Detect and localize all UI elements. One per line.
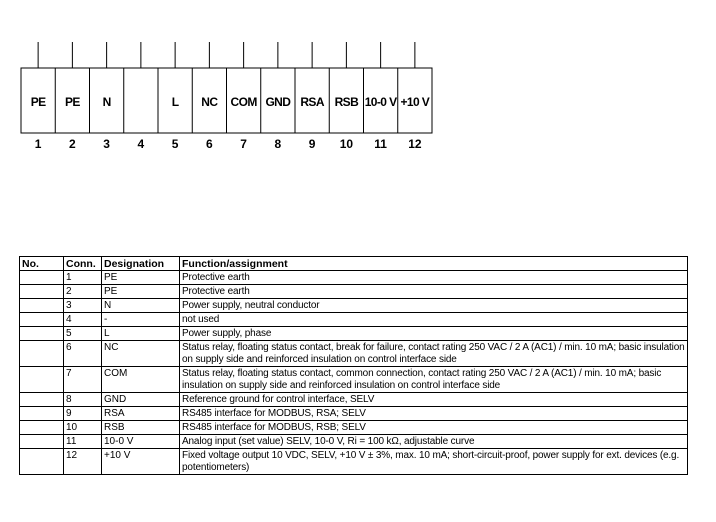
table-row [20,407,688,421]
cell-designation: COM [102,367,180,393]
cell-no [20,341,64,367]
cell-conn: 1 [64,271,102,285]
cell-function: Reference ground for control interface, SELV [180,393,688,407]
cell-function: Fixed voltage output 10 VDC, SELV, +10 V ± 3%, max. 10 mA; short-circuit-proof, power supply for ext. devices (e.g. potentiometers) [180,449,688,475]
terminal-label-1: PE [30,95,46,109]
cell-function: Analog input (set value) SELV, 10-0 V, Ri = 100 kΩ, adjustable curve [180,435,688,449]
cell-no [20,299,64,313]
terminal-label-9: RSA [300,95,324,109]
terminal-label-2: PE [64,95,80,109]
cell-function: RS485 interface for MODBUS, RSB; SELV [180,421,688,435]
header-conn: Conn. [64,257,102,271]
cell-designation: RSA [102,407,180,421]
terminal-number-9: 9 [308,137,316,151]
cell-designation: +10 V [102,449,180,475]
cell-conn: 3 [64,299,102,313]
terminal-number-5: 5 [171,137,179,151]
terminal-number-1: 1 [34,137,42,151]
cell-function: Protective earth [180,285,688,299]
terminal-number-3: 3 [103,137,110,151]
cell-function: Protective earth [180,271,688,285]
terminal-label-8: GND [265,95,291,109]
table-row [20,299,688,313]
table-row [20,367,688,393]
cell-function: Status relay, floating status contact, break for failure, contact rating 250 VAC / 2 A (AC1) / min. 10 mA; basic insulation on supply side and reinforced insulation on control interface side [180,341,688,367]
cell-designation: 10-0 V [102,435,180,449]
cell-designation: PE [102,285,180,299]
cell-conn: 10 [64,421,102,435]
terminal-label-11: 10-0 V [364,95,397,109]
cell-no [20,407,64,421]
cell-designation: GND [102,393,180,407]
cell-no [20,393,64,407]
cell-function: Power supply, neutral conductor [180,299,688,313]
terminal-number-8: 8 [274,137,282,151]
table-row [20,421,688,435]
cell-no [20,449,64,475]
cell-designation: RSB [102,421,180,435]
terminal-number-4: 4 [137,137,145,151]
terminal-number-7: 7 [240,137,247,151]
table-row [20,393,688,407]
terminal-label-6: NC [201,95,218,109]
cell-designation: L [102,327,180,341]
table-row [20,327,688,341]
cell-no [20,327,64,341]
cell-no [20,421,64,435]
terminal-number-11: 11 [374,137,387,151]
table-row [20,449,688,475]
terminal-label-5: L [171,95,179,109]
header-no: No. [20,257,64,271]
cell-designation: PE [102,271,180,285]
terminal-number-2: 2 [69,137,76,151]
terminal-label-3: N [102,95,111,109]
cell-no [20,435,64,449]
cell-conn: 12 [64,449,102,475]
cell-conn: 11 [64,435,102,449]
table-row [20,341,688,367]
cell-function: Power supply, phase [180,327,688,341]
cell-conn: 8 [64,393,102,407]
table-header-row [20,257,688,271]
cell-designation: NC [102,341,180,367]
cell-designation: - [102,313,180,327]
cell-function: not used [180,313,688,327]
terminal-number-12: 12 [408,137,422,151]
cell-no [20,285,64,299]
terminal-label-12: +10 V [400,95,430,109]
cell-no [20,271,64,285]
terminal-number-6: 6 [206,137,213,151]
connection-table [19,256,688,475]
cell-conn: 5 [64,327,102,341]
cell-conn: 2 [64,285,102,299]
cell-designation: N [102,299,180,313]
cell-function: Status relay, floating status contact, common connection, contact rating 250 VAC / 2 A (AC1) / min. 10 mA; basic insulation on supply side and reinforced insulation on control interface side [180,367,688,393]
terminal-label-10: RSB [334,95,359,109]
cell-conn: 4 [64,313,102,327]
cell-conn: 9 [64,407,102,421]
terminal-number-10: 10 [339,137,354,151]
table-row [20,271,688,285]
cell-no [20,313,64,327]
header-designation: Designation [102,257,180,271]
table-row [20,285,688,299]
table-row [20,313,688,327]
cell-conn: 6 [64,341,102,367]
terminal-label-7: COM [230,95,257,109]
table-row [20,435,688,449]
terminal-strip-diagram [0,0,716,160]
cell-function: RS485 interface for MODBUS, RSA; SELV [180,407,688,421]
cell-conn: 7 [64,367,102,393]
cell-no [20,367,64,393]
header-function: Function/assignment [180,257,688,271]
